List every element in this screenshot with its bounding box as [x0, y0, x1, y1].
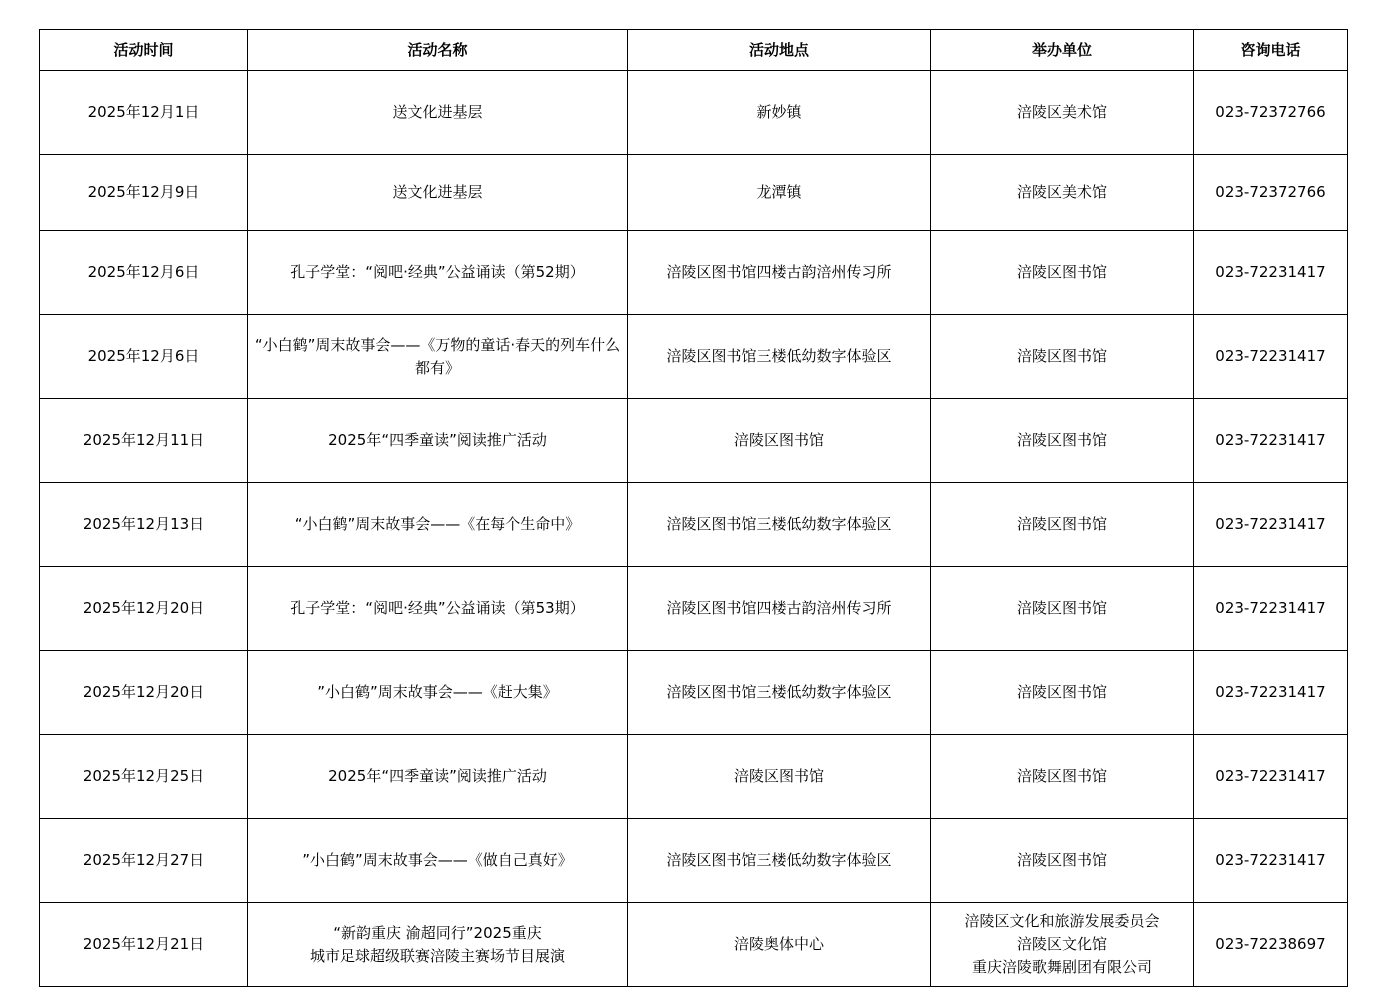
header-time: 活动时间 — [40, 30, 248, 71]
table-row — [40, 71, 1348, 155]
cell-phone: 023-72231417 — [1194, 819, 1348, 903]
cell-place: 涪陵区图书馆三楼低幼数字体验区 — [628, 483, 931, 567]
cell-organizer: 涪陵区图书馆 — [931, 315, 1194, 399]
cell-phone: 023-72238697 — [1194, 903, 1348, 987]
table-body — [40, 71, 1348, 987]
cell-phone: 023-72231417 — [1194, 315, 1348, 399]
cell-phone: 023-72231417 — [1194, 231, 1348, 315]
cell-organizer: 涪陵区美术馆 — [931, 155, 1194, 231]
activity-schedule-table — [39, 29, 1348, 987]
table-row — [40, 567, 1348, 651]
cell-place: 涪陵区图书馆四楼古韵涪州传习所 — [628, 567, 931, 651]
cell-place: 涪陵区图书馆三楼低幼数字体验区 — [628, 819, 931, 903]
table-row — [40, 819, 1348, 903]
header-phone: 咨询电话 — [1194, 30, 1348, 71]
cell-time: 2025年12月11日 — [40, 399, 248, 483]
table-header — [40, 30, 1348, 71]
cell-place: 新妙镇 — [628, 71, 931, 155]
cell-organizer: 涪陵区图书馆 — [931, 399, 1194, 483]
table-row — [40, 483, 1348, 567]
cell-phone: 023-72231417 — [1194, 567, 1348, 651]
table-row — [40, 651, 1348, 735]
cell-phone: 023-72231417 — [1194, 483, 1348, 567]
cell-phone: 023-72231417 — [1194, 399, 1348, 483]
cell-name: “新韵重庆 渝超同行”2025重庆 城市足球超级联赛涪陵主赛场节目展演 — [248, 903, 628, 987]
header-organizer: 举办单位 — [931, 30, 1194, 71]
header-name: 活动名称 — [248, 30, 628, 71]
cell-organizer: 涪陵区美术馆 — [931, 71, 1194, 155]
cell-organizer: 涪陵区图书馆 — [931, 735, 1194, 819]
cell-organizer: 涪陵区图书馆 — [931, 567, 1194, 651]
cell-phone: 023-72231417 — [1194, 735, 1348, 819]
cell-time: 2025年12月9日 — [40, 155, 248, 231]
cell-name: 孔子学堂：“阅吧·经典”公益诵读（第52期） — [248, 231, 628, 315]
cell-name: “小白鹤”周末故事会——《在每个生命中》 — [248, 483, 628, 567]
cell-name: 2025年“四季童读”阅读推广活动 — [248, 735, 628, 819]
cell-place: 涪陵区图书馆三楼低幼数字体验区 — [628, 315, 931, 399]
cell-place: 涪陵区图书馆 — [628, 399, 931, 483]
cell-name: 送文化进基层 — [248, 71, 628, 155]
cell-organizer: 涪陵区图书馆 — [931, 483, 1194, 567]
cell-organizer: 涪陵区图书馆 — [931, 819, 1194, 903]
cell-organizer: 涪陵区文化和旅游发展委员会 涪陵区文化馆 重庆涪陵歌舞剧团有限公司 — [931, 903, 1194, 987]
cell-place: 涪陵奥体中心 — [628, 903, 931, 987]
cell-time: 2025年12月1日 — [40, 71, 248, 155]
cell-place: 龙潭镇 — [628, 155, 931, 231]
cell-organizer: 涪陵区图书馆 — [931, 651, 1194, 735]
cell-place: 涪陵区图书馆三楼低幼数字体验区 — [628, 651, 931, 735]
table-row — [40, 735, 1348, 819]
cell-time: 2025年12月13日 — [40, 483, 248, 567]
cell-time: 2025年12月6日 — [40, 231, 248, 315]
cell-phone: 023-72372766 — [1194, 155, 1348, 231]
cell-name: “小白鹤”周末故事会——《万物的童话·春天的列车什么都有》 — [248, 315, 628, 399]
header-row — [40, 30, 1348, 71]
cell-place: 涪陵区图书馆 — [628, 735, 931, 819]
cell-name: ”小白鹤”周末故事会——《赶大集》 — [248, 651, 628, 735]
table-row — [40, 155, 1348, 231]
cell-time: 2025年12月6日 — [40, 315, 248, 399]
cell-name: ”小白鹤”周末故事会——《做自己真好》 — [248, 819, 628, 903]
cell-time: 2025年12月20日 — [40, 567, 248, 651]
table-row — [40, 399, 1348, 483]
header-place: 活动地点 — [628, 30, 931, 71]
cell-time: 2025年12月21日 — [40, 903, 248, 987]
table-row — [40, 903, 1348, 987]
cell-place: 涪陵区图书馆四楼古韵涪州传习所 — [628, 231, 931, 315]
table-row — [40, 315, 1348, 399]
cell-phone: 023-72231417 — [1194, 651, 1348, 735]
table-row — [40, 231, 1348, 315]
cell-name: 2025年“四季童读”阅读推广活动 — [248, 399, 628, 483]
cell-time: 2025年12月20日 — [40, 651, 248, 735]
cell-time: 2025年12月27日 — [40, 819, 248, 903]
cell-time: 2025年12月25日 — [40, 735, 248, 819]
cell-name: 孔子学堂：“阅吧·经典”公益诵读（第53期） — [248, 567, 628, 651]
cell-name: 送文化进基层 — [248, 155, 628, 231]
cell-organizer: 涪陵区图书馆 — [931, 231, 1194, 315]
cell-phone: 023-72372766 — [1194, 71, 1348, 155]
